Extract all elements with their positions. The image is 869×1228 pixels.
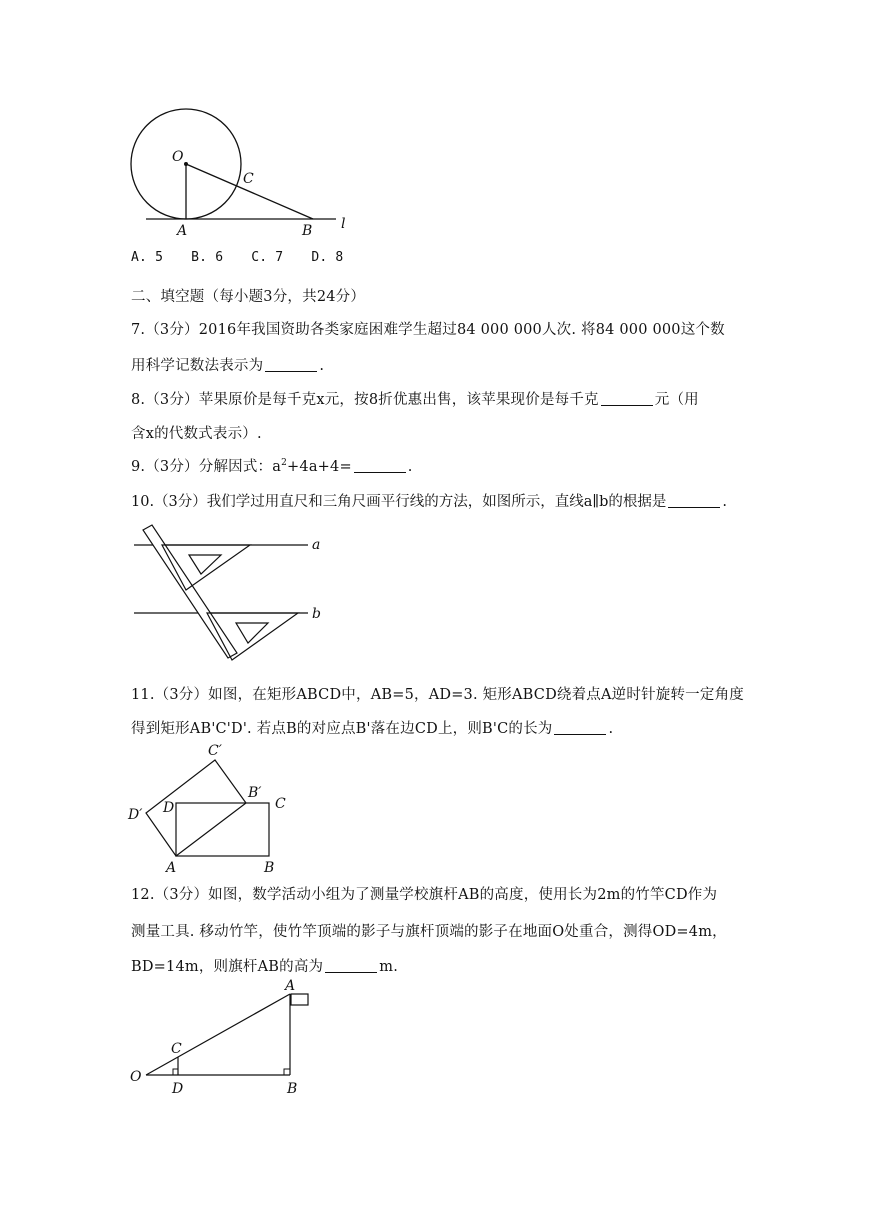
q11-text: 得到矩形AB'C'D'. 若点B的对应点B'落在边CD上，则B'C的长为 (131, 721, 553, 737)
q12-line2: 测量工具. 移动竹竿，使竹竿顶端的影子与旗杆顶端的影子在地面O处重合，测得OD=4m， (131, 924, 727, 940)
label-l: l (341, 216, 346, 232)
q9-exponent: 2 (281, 458, 288, 469)
q11-period: . (608, 721, 614, 737)
label-a: a (312, 537, 321, 553)
choice-d: D. 8 (311, 250, 344, 265)
q10-period: . (722, 494, 728, 510)
choice-a: A. 5 (131, 250, 164, 265)
flag (291, 994, 308, 1005)
label-d: D (172, 1081, 184, 1097)
section-2-heading: 二、填空题（每小题3分，共24分） (131, 289, 366, 305)
label-a: A (177, 223, 188, 239)
q7-text: 用科学记数法表示为 (131, 358, 264, 374)
sight-line-oa (146, 994, 290, 1075)
q12-unit: m. (379, 959, 399, 975)
label-b: B (287, 1081, 298, 1097)
choice-c: C. 7 (251, 250, 284, 265)
label-b: B (302, 223, 313, 239)
label-a: A (285, 978, 296, 994)
label-o: O (130, 1069, 142, 1085)
q9-text: 9.（3分）分解因式：a (131, 459, 282, 475)
q7-period: . (319, 358, 325, 374)
q12-text: BD=14m，则旗杆AB的高为 (131, 959, 324, 975)
label-c-prime: C′ (208, 743, 222, 759)
q9-expr: +4a+4= (287, 459, 352, 475)
right-angle-d (173, 1069, 178, 1075)
label-d: D (163, 800, 175, 816)
q9-period: . (407, 459, 413, 475)
label-c: C (275, 796, 286, 812)
label-o: O (172, 149, 184, 165)
q12-line1: 12.（3分）如图，数学活动小组为了测量学校旗杆AB的高度，使用长为2m的竹竿CD作为 (131, 887, 718, 903)
right-angle-b (284, 1069, 290, 1075)
label-c: C (243, 171, 254, 187)
label-c: C (171, 1041, 182, 1057)
q7-line1: 7.（3分）2016年我国资助各类家庭困难学生超过84 000 000人次. 将84 000 000这个数 (131, 322, 725, 338)
choice-b: B. 6 (191, 250, 224, 265)
q8-line2: 含x的代数式表示）. (131, 426, 262, 442)
label-b: B (264, 860, 275, 876)
label-d-prime: D′ (128, 807, 143, 823)
q8-text-post: 元（用 (654, 392, 699, 408)
label-b-prime: B′ (248, 785, 262, 801)
label-a: A (166, 860, 177, 876)
q11-line1: 11.（3分）如图，在矩形ABCD中，AB=5，AD=3. 矩形ABCD绕着点A逆时针旋转一定角度 (131, 687, 744, 703)
q8-text: 8.（3分）苹果原价是每千克x元，按8折优惠出售，该苹果现价是每千克 (131, 392, 599, 408)
q10-text: 10.（3分）我们学过用直尺和三角尺画平行线的方法，如图所示，直线a∥b的根据是 (131, 494, 667, 510)
label-b: b (312, 606, 321, 622)
